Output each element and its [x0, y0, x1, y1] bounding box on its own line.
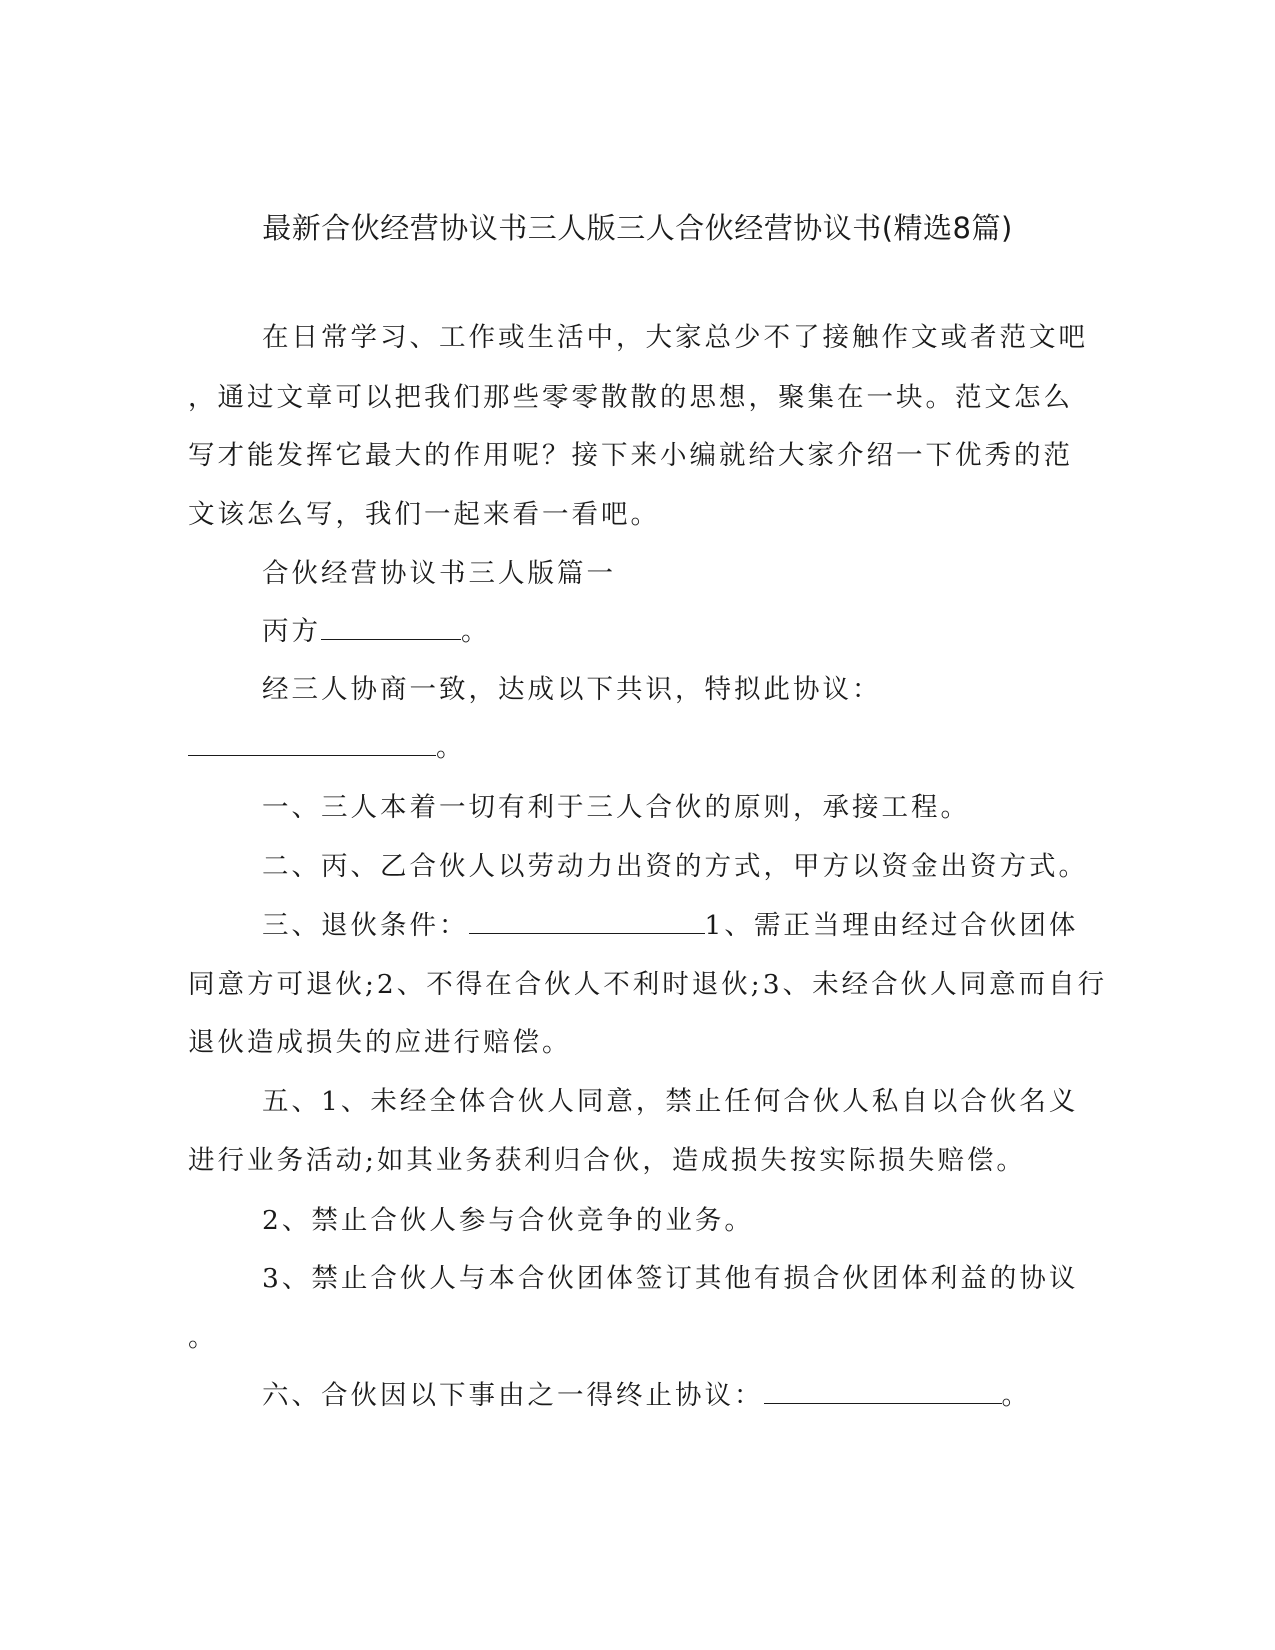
intro-line-2: ，通过文章可以把我们那些零零散散的思想，聚集在一块。范文怎么: [188, 382, 1073, 413]
party-c-end: 。: [461, 616, 491, 647]
clause-6-end: 。: [1001, 1380, 1031, 1411]
intro-line-1: 在日常学习、工作或生活中，大家总少不了接触作文或者范文吧: [262, 322, 1088, 353]
clause-6-line: [262, 1378, 1031, 1414]
clause-3-line-3: 退伙造成损失的应进行赔偿。: [188, 1027, 572, 1058]
clause-3-prefix: 三、退伙条件：: [262, 910, 469, 941]
clause-5-item-3-line-2: 。: [188, 1322, 218, 1353]
clause-6-prefix: 六、合伙因以下事由之一得终止协议：: [262, 1380, 764, 1411]
clause-5-item-2: 2、禁止合伙人参与合伙竞争的业务。: [262, 1205, 754, 1236]
agreement-blank: [188, 731, 436, 756]
clause-6-blank: [764, 1379, 1002, 1404]
intro-line-4: 文该怎么写，我们一起来看一看吧。: [188, 499, 660, 530]
clause-3-suffix: 1、需正当理由经过合伙团体: [704, 910, 1079, 941]
consensus-line: 经三人协商一致，达成以下共识，特拟此协议：: [262, 674, 882, 705]
clause-3-line-2: 同意方可退伙;2、不得在合伙人不利时退伙;3、未经合伙人同意而自行: [188, 969, 1108, 1000]
clause-3-line-1: [262, 908, 1078, 944]
intro-line-3: 写才能发挥它最大的作用呢？接下来小编就给大家介绍一下优秀的范: [188, 440, 1073, 471]
clause-5-line-1: 五、1、未经全体合伙人同意，禁止任何合伙人私自以合伙名义: [262, 1086, 1079, 1117]
party-c-blank: [321, 615, 461, 640]
section-heading: 合伙经营协议书三人版篇一: [262, 558, 616, 589]
clause-1: 一、三人本着一切有利于三人合伙的原则，承接工程。: [262, 792, 970, 823]
blank-line: [188, 730, 466, 766]
party-c-label: 丙方: [262, 616, 321, 647]
clause-2: 二、丙、乙合伙人以劳动力出资的方式，甲方以资金出资方式。: [262, 851, 1088, 882]
clause-3-blank: [469, 909, 705, 934]
clause-5-item-3-line-1: 3、禁止合伙人与本合伙团体签订其他有损合伙团体利益的协议: [262, 1263, 1079, 1294]
blank-line-end: 。: [436, 732, 466, 763]
document-title: 最新合伙经营协议书三人版三人合伙经营协议书(精选8篇): [262, 211, 1013, 245]
clause-5-line-2: 进行业务活动;如其业务获利归合伙，造成损失按实际损失赔偿。: [188, 1145, 1026, 1176]
party-c-line: [262, 614, 491, 650]
